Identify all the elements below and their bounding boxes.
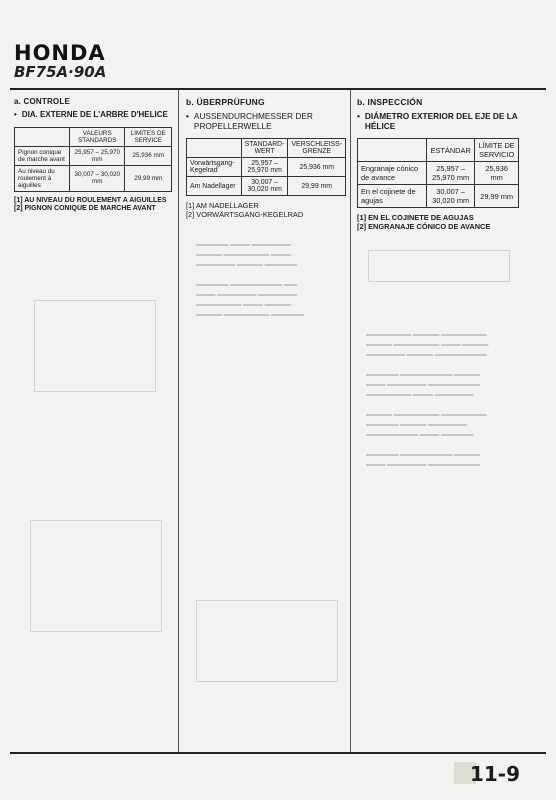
callout-note: [2] ENGRANAJE CÓNICO DE AVANCE	[357, 222, 491, 231]
table-row	[15, 146, 172, 165]
table-row	[358, 162, 519, 185]
table-cell: 25,957 – 25,970 mm	[70, 146, 125, 165]
section-heading: b. ÜBERPRÜFUNG	[186, 97, 265, 107]
table-cell: 25,936 mm	[125, 146, 172, 165]
column-german	[186, 97, 348, 219]
table-header-cell: LÍMITE DE SERVICIO	[475, 139, 519, 162]
callout-note: [2] VORWÄRTSGANG-KEGELRAD	[186, 210, 304, 219]
table-header-cell: LIMITES DE SERVICE	[125, 127, 172, 146]
header-rule	[10, 88, 546, 90]
spec-table	[357, 138, 519, 208]
bullet-text: DIÁMETRO EXTERIOR DEL EJE DE LA HÉLICE	[364, 111, 518, 131]
callout-notes	[357, 213, 525, 231]
table-row	[15, 165, 172, 191]
brand-logo: HONDA	[14, 41, 106, 65]
bullet-icon: •	[14, 110, 17, 119]
table-cell: 30,007 – 30,020 mm	[427, 185, 475, 208]
page-number: 11-9	[469, 762, 520, 786]
ghost-figure-middle	[196, 600, 338, 682]
table-cell: 25,957 – 25,970 mm	[427, 162, 475, 185]
table-cell: 25,936 mm	[288, 158, 346, 177]
callout-note: [2] PIGNON CONIQUE DE MARCHE AVANT	[14, 205, 156, 212]
table-header-row	[187, 139, 346, 158]
table-cell: Au niveau du roulement à aiguilles	[15, 165, 70, 191]
bullet-item	[186, 111, 348, 131]
table-header-row	[358, 139, 519, 162]
column-spanish	[357, 97, 525, 231]
column-divider	[350, 90, 351, 752]
table-cell: Am Nadellager	[187, 177, 242, 196]
model-title: BF75A·90A	[14, 63, 107, 81]
table-row	[358, 185, 519, 208]
bullet-text: AUSSENDURCHMESSER DER PROPELLERWELLE	[193, 111, 313, 131]
callout-note: [1] EN EL COJINETE DE AGUJAS	[357, 213, 474, 222]
table-cell: 30,007 – 30,020 mm	[241, 177, 288, 196]
spec-table	[186, 138, 346, 196]
footer-rule	[10, 752, 546, 754]
table-cell: En el cojinete de agujas	[358, 185, 427, 208]
table-row	[187, 158, 346, 177]
section-heading: a. CONTROLE	[14, 97, 70, 106]
table-header-cell	[15, 127, 70, 146]
ghost-figure-left	[34, 300, 156, 392]
table-header-cell: VERSCHLEISS-GRENZE	[288, 139, 346, 158]
bullet-item	[357, 111, 525, 131]
ghost-figure-right	[368, 250, 510, 282]
table-row	[187, 177, 346, 196]
ghost-figure-left-lower	[30, 520, 162, 632]
table-cell: 25,957 – 25,970 mm	[241, 158, 288, 177]
table-cell: 30,007 – 30,020 mm	[70, 165, 125, 191]
bullet-icon: •	[357, 111, 360, 121]
column-french	[14, 97, 174, 214]
bullet-icon: •	[186, 111, 189, 121]
table-cell: Pignon conique de marche avant	[15, 146, 70, 165]
table-cell: 29,99 mm	[288, 177, 346, 196]
table-header-row	[15, 127, 172, 146]
spec-table	[14, 127, 172, 192]
callout-note: [1] AU NIVEAU DU ROULEMENT A AIGUILLES	[14, 196, 167, 204]
table-header-cell: ESTÁNDAR	[427, 139, 475, 162]
section-heading: b. INSPECCIÓN	[357, 97, 423, 107]
ghost-text-block-right: ▬▬▬▬▬▬▬ ▬▬▬▬ ▬▬▬▬▬▬▬ ▬▬▬▬ ▬▬▬▬▬▬▬ ▬▬▬ ▬▬▬▬ ▬▬▬▬▬▬ ▬▬▬▬ ▬▬▬▬▬▬▬▬ ▬▬▬▬▬ ▬▬▬▬▬▬▬▬ ▬▬▬▬ ▬▬▬ ▬▬▬▬▬▬ ▬▬▬▬▬▬▬▬ ▬▬▬▬▬▬▬ ▬▬▬ ▬▬▬▬▬▬ ▬▬▬▬ ▬▬▬▬▬▬▬ ▬▬▬▬▬▬▬ ▬▬▬▬▬ ▬▬▬▬ ▬▬▬▬▬▬ ▬▬▬▬▬▬▬▬ ▬▬▬ ▬▬▬▬▬ ▬▬▬▬▬ ▬▬▬▬▬▬▬▬ ▬▬▬▬ ▬▬▬ ▬▬▬▬▬▬ ▬▬▬▬▬▬▬▬	[366, 331, 489, 468]
bullet-item	[14, 110, 174, 120]
callout-note: [1] AM NADELLAGER	[186, 201, 259, 210]
ghost-text-block: ▬▬▬▬▬ ▬▬▬ ▬▬▬▬▬▬ ▬▬▬▬ ▬▬▬▬▬▬▬ ▬▬▬ ▬▬▬▬▬▬ ▬▬▬▬ ▬▬▬▬▬ ▬▬▬▬▬ ▬▬▬▬▬▬▬▬ ▬▬ ▬▬▬ ▬▬▬▬▬▬ ▬▬▬▬▬▬ ▬▬▬▬▬▬▬ ▬▬▬ ▬▬▬▬ ▬▬▬▬ ▬▬▬▬▬▬▬ ▬▬▬▬▬	[196, 241, 304, 318]
table-header-cell	[358, 139, 427, 162]
table-cell: 29,99 mm	[475, 185, 519, 208]
column-divider	[178, 90, 179, 752]
table-cell: 25,936 mm	[475, 162, 519, 185]
table-header-cell: VALEURS STANDARDS	[70, 127, 125, 146]
table-header-cell	[187, 139, 242, 158]
table-header-cell: STANDARD-WERT	[241, 139, 288, 158]
callout-notes	[14, 197, 174, 214]
table-cell: 29,99 mm	[125, 165, 172, 191]
callout-notes	[186, 201, 348, 219]
table-cell: Vorwärtsgang-Kegelrad	[187, 158, 242, 177]
bullet-text: DIA. EXTERNE DE L'ARBRE D'HELICE	[21, 110, 168, 119]
table-cell: Engranaje cónico de avance	[358, 162, 427, 185]
